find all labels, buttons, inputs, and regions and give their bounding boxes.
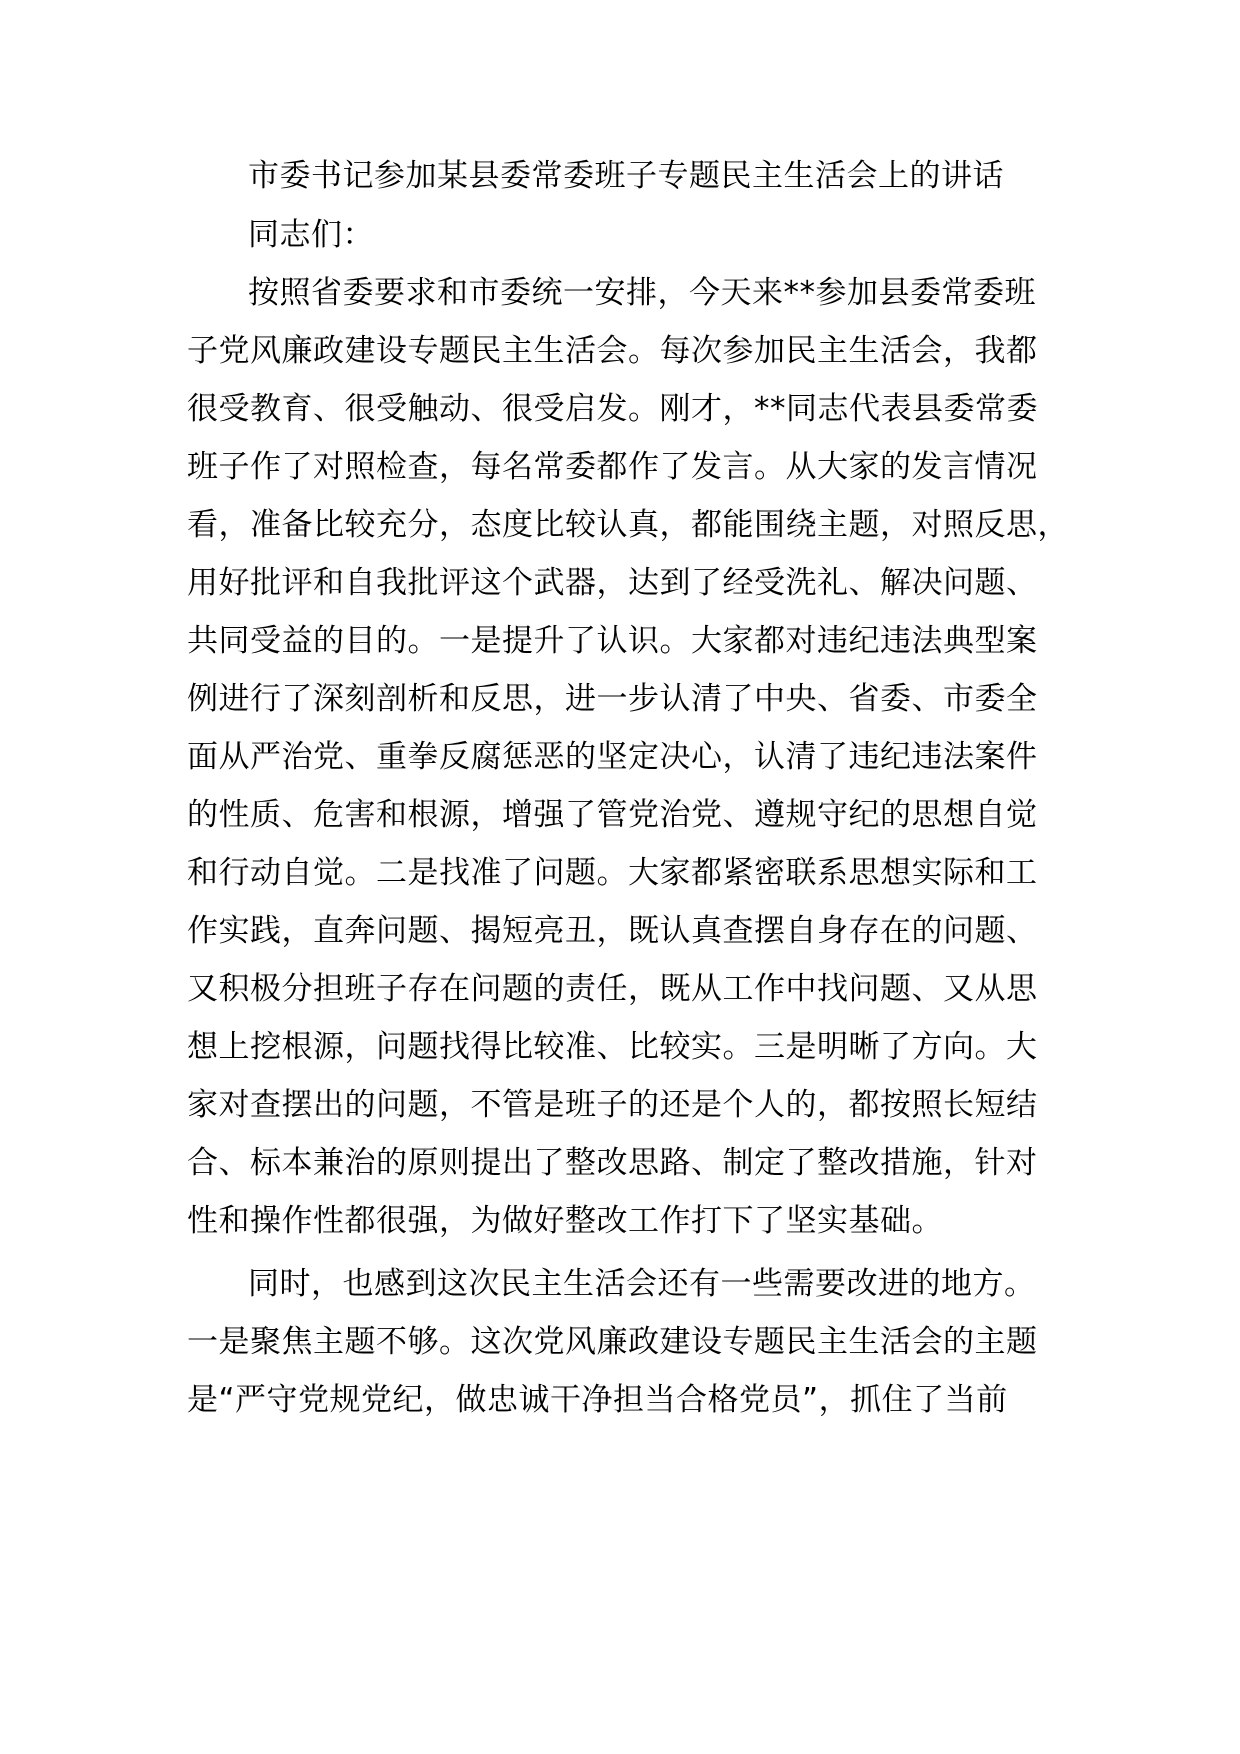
paragraph1-line-8: 例进行了深刻剖析和反思，进一步认清了中央、省委、市委全 <box>187 681 1038 717</box>
paragraph2-line-3: 是“严守党规党纪，做忠诚干净担当合格党员”，抓住了当前 <box>187 1382 1008 1418</box>
paragraph1-line-1: 按照省委要求和市委统一安排，今天来**参加县委常委班 <box>248 275 1036 311</box>
paragraph1-line-14: 想上挖根源，问题找得比较准、比较实。三是明晰了方向。大 <box>187 1029 1038 1065</box>
paragraph1-line-15: 家对查摆出的问题，不管是班子的还是个人的，都按照长短结 <box>187 1087 1038 1123</box>
paragraph1-line-10: 的性质、危害和根源，增强了管党治党、遵规守纪的思想自觉 <box>187 797 1038 833</box>
paragraph1-line-16: 合、标本兼治的原则提出了整改思路、制定了整改措施，针对 <box>187 1145 1038 1181</box>
paragraph2-line-1: 同时，也感到这次民主生活会还有一些需要改进的地方。 <box>248 1266 1036 1302</box>
paragraph1-line-2: 子党风廉政建设专题民主生活会。每次参加民主生活会，我都 <box>187 333 1038 369</box>
paragraph1-line-6: 用好批评和自我批评这个武器，达到了经受洗礼、解决问题、 <box>187 565 1038 601</box>
paragraph1-line-13: 又积极分担班子存在问题的责任，既从工作中找问题、又从思 <box>187 971 1038 1007</box>
paragraph1-line-4: 班子作了对照检查，每名常委都作了发言。从大家的发言情况 <box>187 449 1038 485</box>
paragraph1-line-7: 共同受益的目的。一是提升了认识。大家都对违纪违法典型案 <box>187 623 1038 659</box>
paragraph1-line-17: 性和操作性都很强，为做好整改工作打下了坚实基础。 <box>187 1203 943 1239</box>
document-title: 市委书记参加某县委常委班子专题民主生活会上的讲话 <box>248 158 1004 194</box>
paragraph1-line-11: 和行动自觉。二是找准了问题。大家都紧密联系思想实际和工 <box>187 855 1038 891</box>
paragraph1-line-9: 面从严治党、重拳反腐惩恶的坚定决心，认清了违纪违法案件 <box>187 739 1038 775</box>
paragraph1-line-3: 很受教育、很受触动、很受启发。刚才，**同志代表县委常委 <box>187 391 1038 427</box>
salutation: 同志们： <box>248 217 374 253</box>
paragraph2-line-2: 一是聚焦主题不够。这次党风廉政建设专题民主生活会的主题 <box>187 1324 1038 1360</box>
paragraph1-line-5: 看，准备比较充分，态度比较认真，都能围绕主题，对照反思， <box>187 507 1069 543</box>
paragraph1-line-12: 作实践，直奔问题、揭短亮丑，既认真查摆自身存在的问题、 <box>187 913 1038 949</box>
